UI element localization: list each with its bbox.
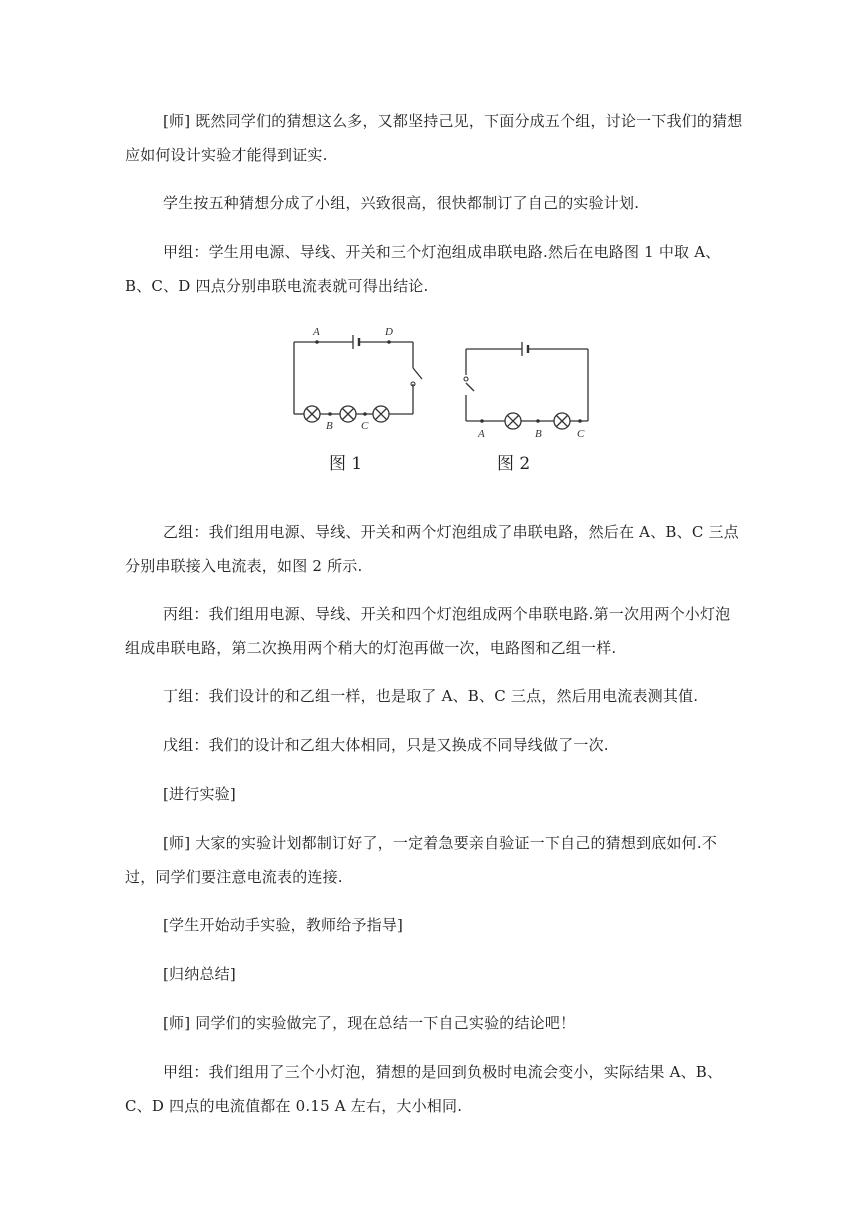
figure-2-caption: 图 2 [497, 454, 531, 474]
paragraph-group-bing: 丙组：我们组用电源、导线、开关和四个灯泡组成两个串联电路.第一次用两个小灯泡组成串联电路，第二次换用两个稍大的灯泡再做一次，电路图和乙组一样. [125, 605, 731, 657]
heading-summary: [归纳总结] [163, 965, 236, 983]
paragraph-teacher-intro: [师] 既然同学们的猜想这么多，又都坚持己见，下面分成五个组，讨论一下我们的猜想应如何设计实验才能得到证实. [125, 112, 743, 164]
fig2-label-b: B [535, 428, 542, 440]
paragraph-students-start: [学生开始动手实验，教师给予指导] [163, 916, 404, 934]
fig1-label-d: D [385, 326, 393, 338]
fig1-label-c: C [361, 420, 369, 432]
paragraph-group-ding: 丁组：我们设计的和乙组一样，也是取了 A、B、C 三点，然后用电流表测其值. [163, 687, 699, 705]
paragraph-group-yi: 乙组：我们组用电源、导线、开关和两个灯泡组成了串联电路，然后在 A、B、C 三点分别串联接入电流表，如图 2 所示. [125, 523, 739, 575]
fig2-label-c: C [577, 428, 585, 440]
paragraph-teacher-summary: [师] 同学们的实验做完了，现在总结一下自己实验的结论吧！ [163, 1014, 576, 1032]
paragraph-students-groups: 学生按五种猜想分成了小组，兴致很高，很快都制订了自己的实验计划. [163, 194, 640, 212]
circuit-figure-2 [458, 333, 598, 445]
heading-conduct-experiment: [进行实验] [163, 785, 236, 803]
circuit-figure-1 [285, 322, 435, 432]
paragraph-group-jia: 甲组：学生用电源、导线、开关和三个灯泡组成串联电路.然后在电路图 1 中取 A、B、C、D 四点分别串联电流表就可得出结论. [125, 243, 721, 295]
figure-1-caption: 图 1 [329, 454, 363, 474]
fig1-label-b: B [326, 420, 333, 432]
paragraph-group-jia-result: 甲组：我们组用了三个小灯泡，猜想的是回到负极时电流会变小，实际结果 A、B、C、D 四点的电流值都在 0.15 A 左右，大小相同. [125, 1063, 723, 1115]
fig2-label-a: A [478, 428, 485, 440]
paragraph-teacher-plan: [师] 大家的实验计划都制订好了，一定着急要亲自验证一下自己的猜想到底如何.不过，同学们要注意电流表的连接. [125, 834, 718, 886]
fig1-label-a: A [313, 326, 320, 338]
paragraph-group-wu: 戊组：我们的设计和乙组大体相同，只是又换成不同导线做了一次. [163, 736, 609, 754]
